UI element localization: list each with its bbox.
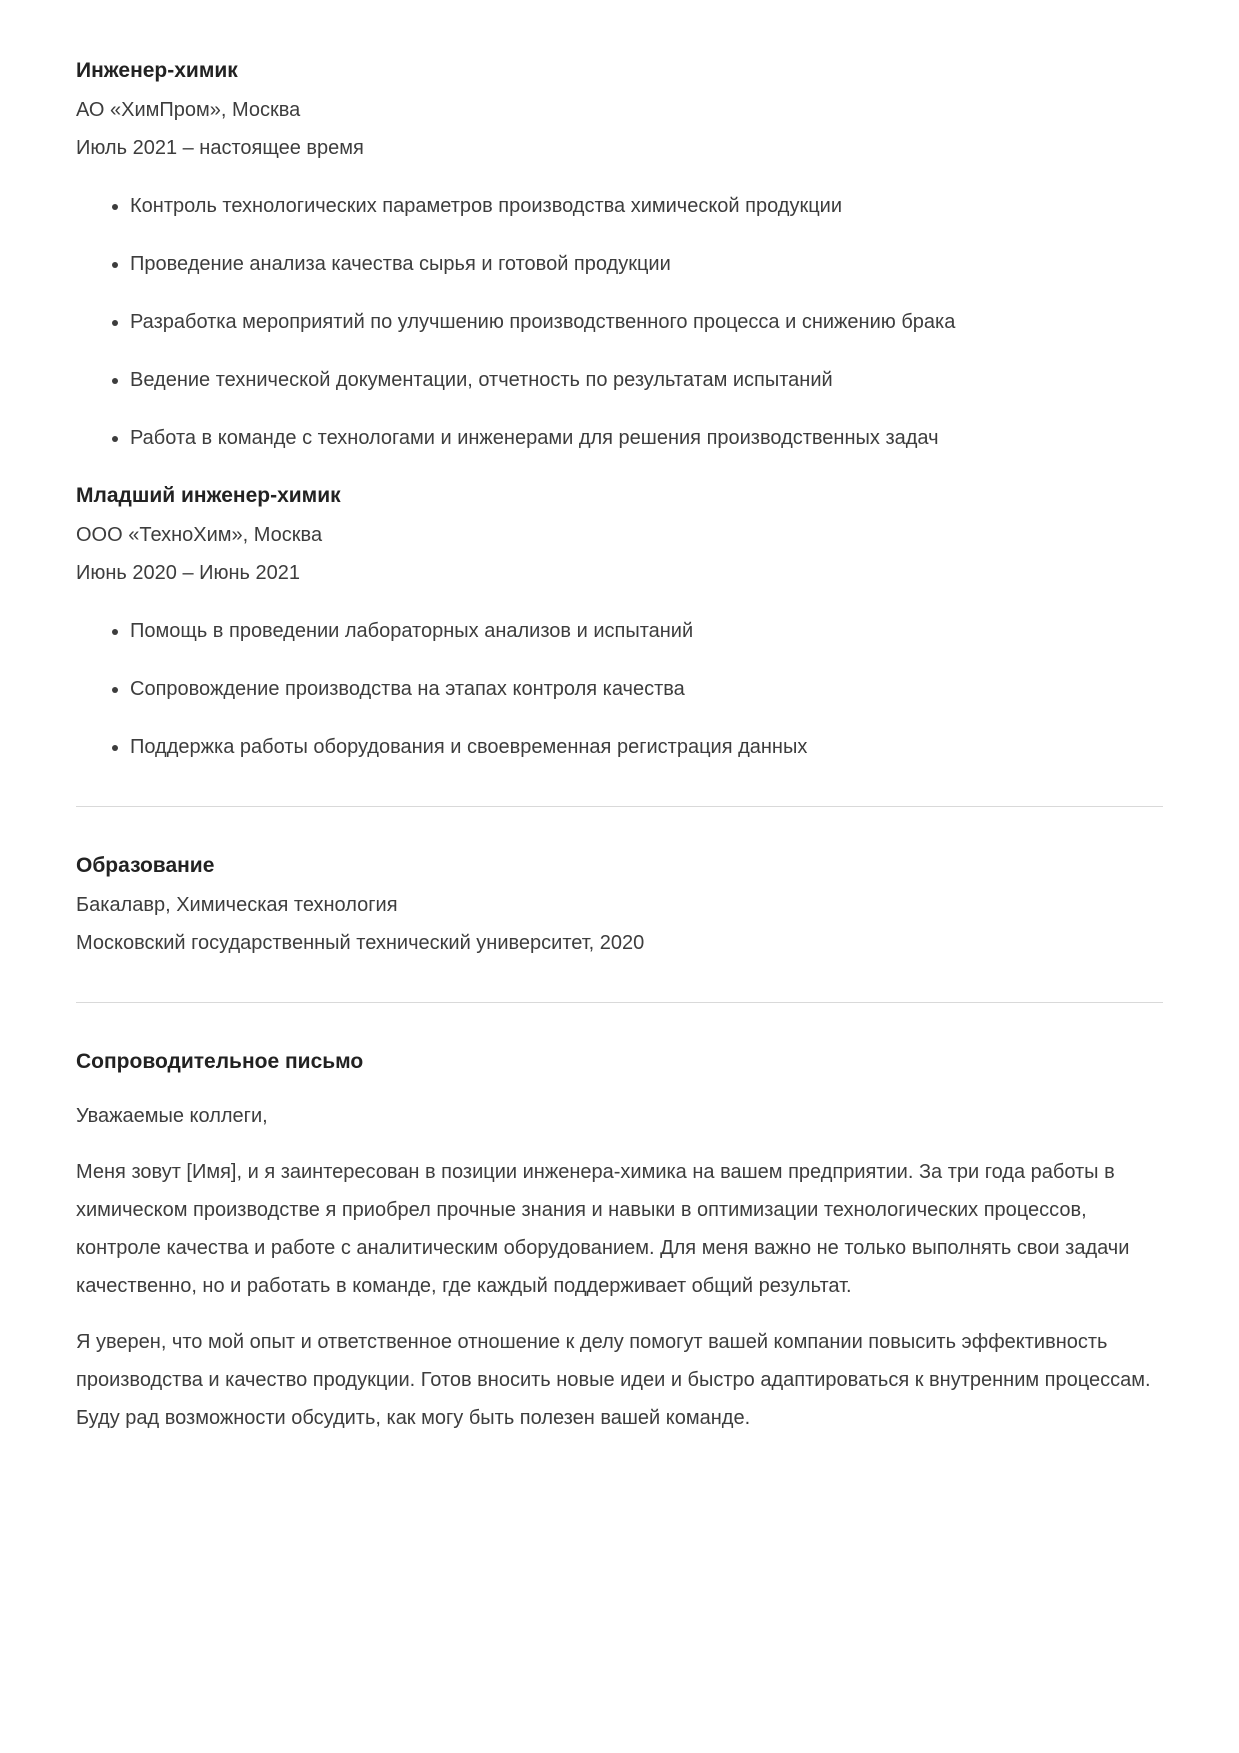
job-entry-2 [76,477,1163,766]
job-title: Инженер-химик [76,59,238,82]
job-bullet: • Сопровождение производства на этапах контроля качества [130,670,1163,708]
section-divider [76,806,1163,807]
cover-letter-paragraph: Я уверен, что мой опыт и ответственное отношение к делу помогут вашей компании повысить эффективность производства и качество продукции. Готов вносить новые идеи и быстро адаптироваться к внутренним процессам. Буду рад возможности обсудить, как могу быть полезен вашей команде. [76,1331,1151,1430]
job-company: АО «ХимПром», Москва [76,98,301,121]
job-title: Младший инженер-химик [76,483,341,507]
job-bullet: • Поддержка работы оборудования и своевременная регистрация данных [130,728,1163,766]
cover-letter-heading: Сопроводительное письмо [76,1049,364,1073]
job-bullet: • Работа в команде с технологами и инженерами для решения производственных задач [130,419,1163,457]
job-bullet: • Контроль технологических параметров производства химической продукции [130,187,1163,225]
job-period: Июль 2021 – настоящее время [76,136,364,159]
job-bullet: • Помощь в проведении лабораторных анализов и испытаний [130,612,1163,650]
job-entry-1 [76,52,1163,457]
education-university: Московский государственный технический университет, 2020 [76,931,645,954]
education-degree: Бакалавр, Химическая технология [76,893,398,916]
education-section [76,847,1163,962]
job-bullet-list [76,612,1163,766]
cover-letter-paragraph: Меня зовут [Имя], и я заинтересован в позиции инженера-химика на вашем предприятии. За три года работы в химическом производстве я приобрел прочные знания и навыки в оптимизации технологических процессов, контроле качества и работе с аналитическим оборудованием. Для меня важно не только выполнять свои задачи качественно, но и работать в команде, где каждый поддерживает общий результат. [76,1161,1130,1298]
cover-letter-section [76,1043,1163,1438]
job-bullet-list [76,187,1163,457]
experience-section [76,52,1163,766]
section-divider [76,1002,1163,1003]
cover-letter-greeting: Уважаемые коллеги, [76,1105,268,1128]
job-bullet: • Проведение анализа качества сырья и готовой продукции [130,245,1163,283]
job-bullet: • Разработка мероприятий по улучшению производственного процесса и снижению брака [130,303,1163,341]
job-period: Июнь 2020 – Июнь 2021 [76,561,301,584]
education-heading: Образование [76,853,215,877]
job-bullet: • Ведение технической документации, отчетность по результатам испытаний [130,361,1163,399]
job-company: ООО «ТехноХим», Москва [76,523,323,546]
